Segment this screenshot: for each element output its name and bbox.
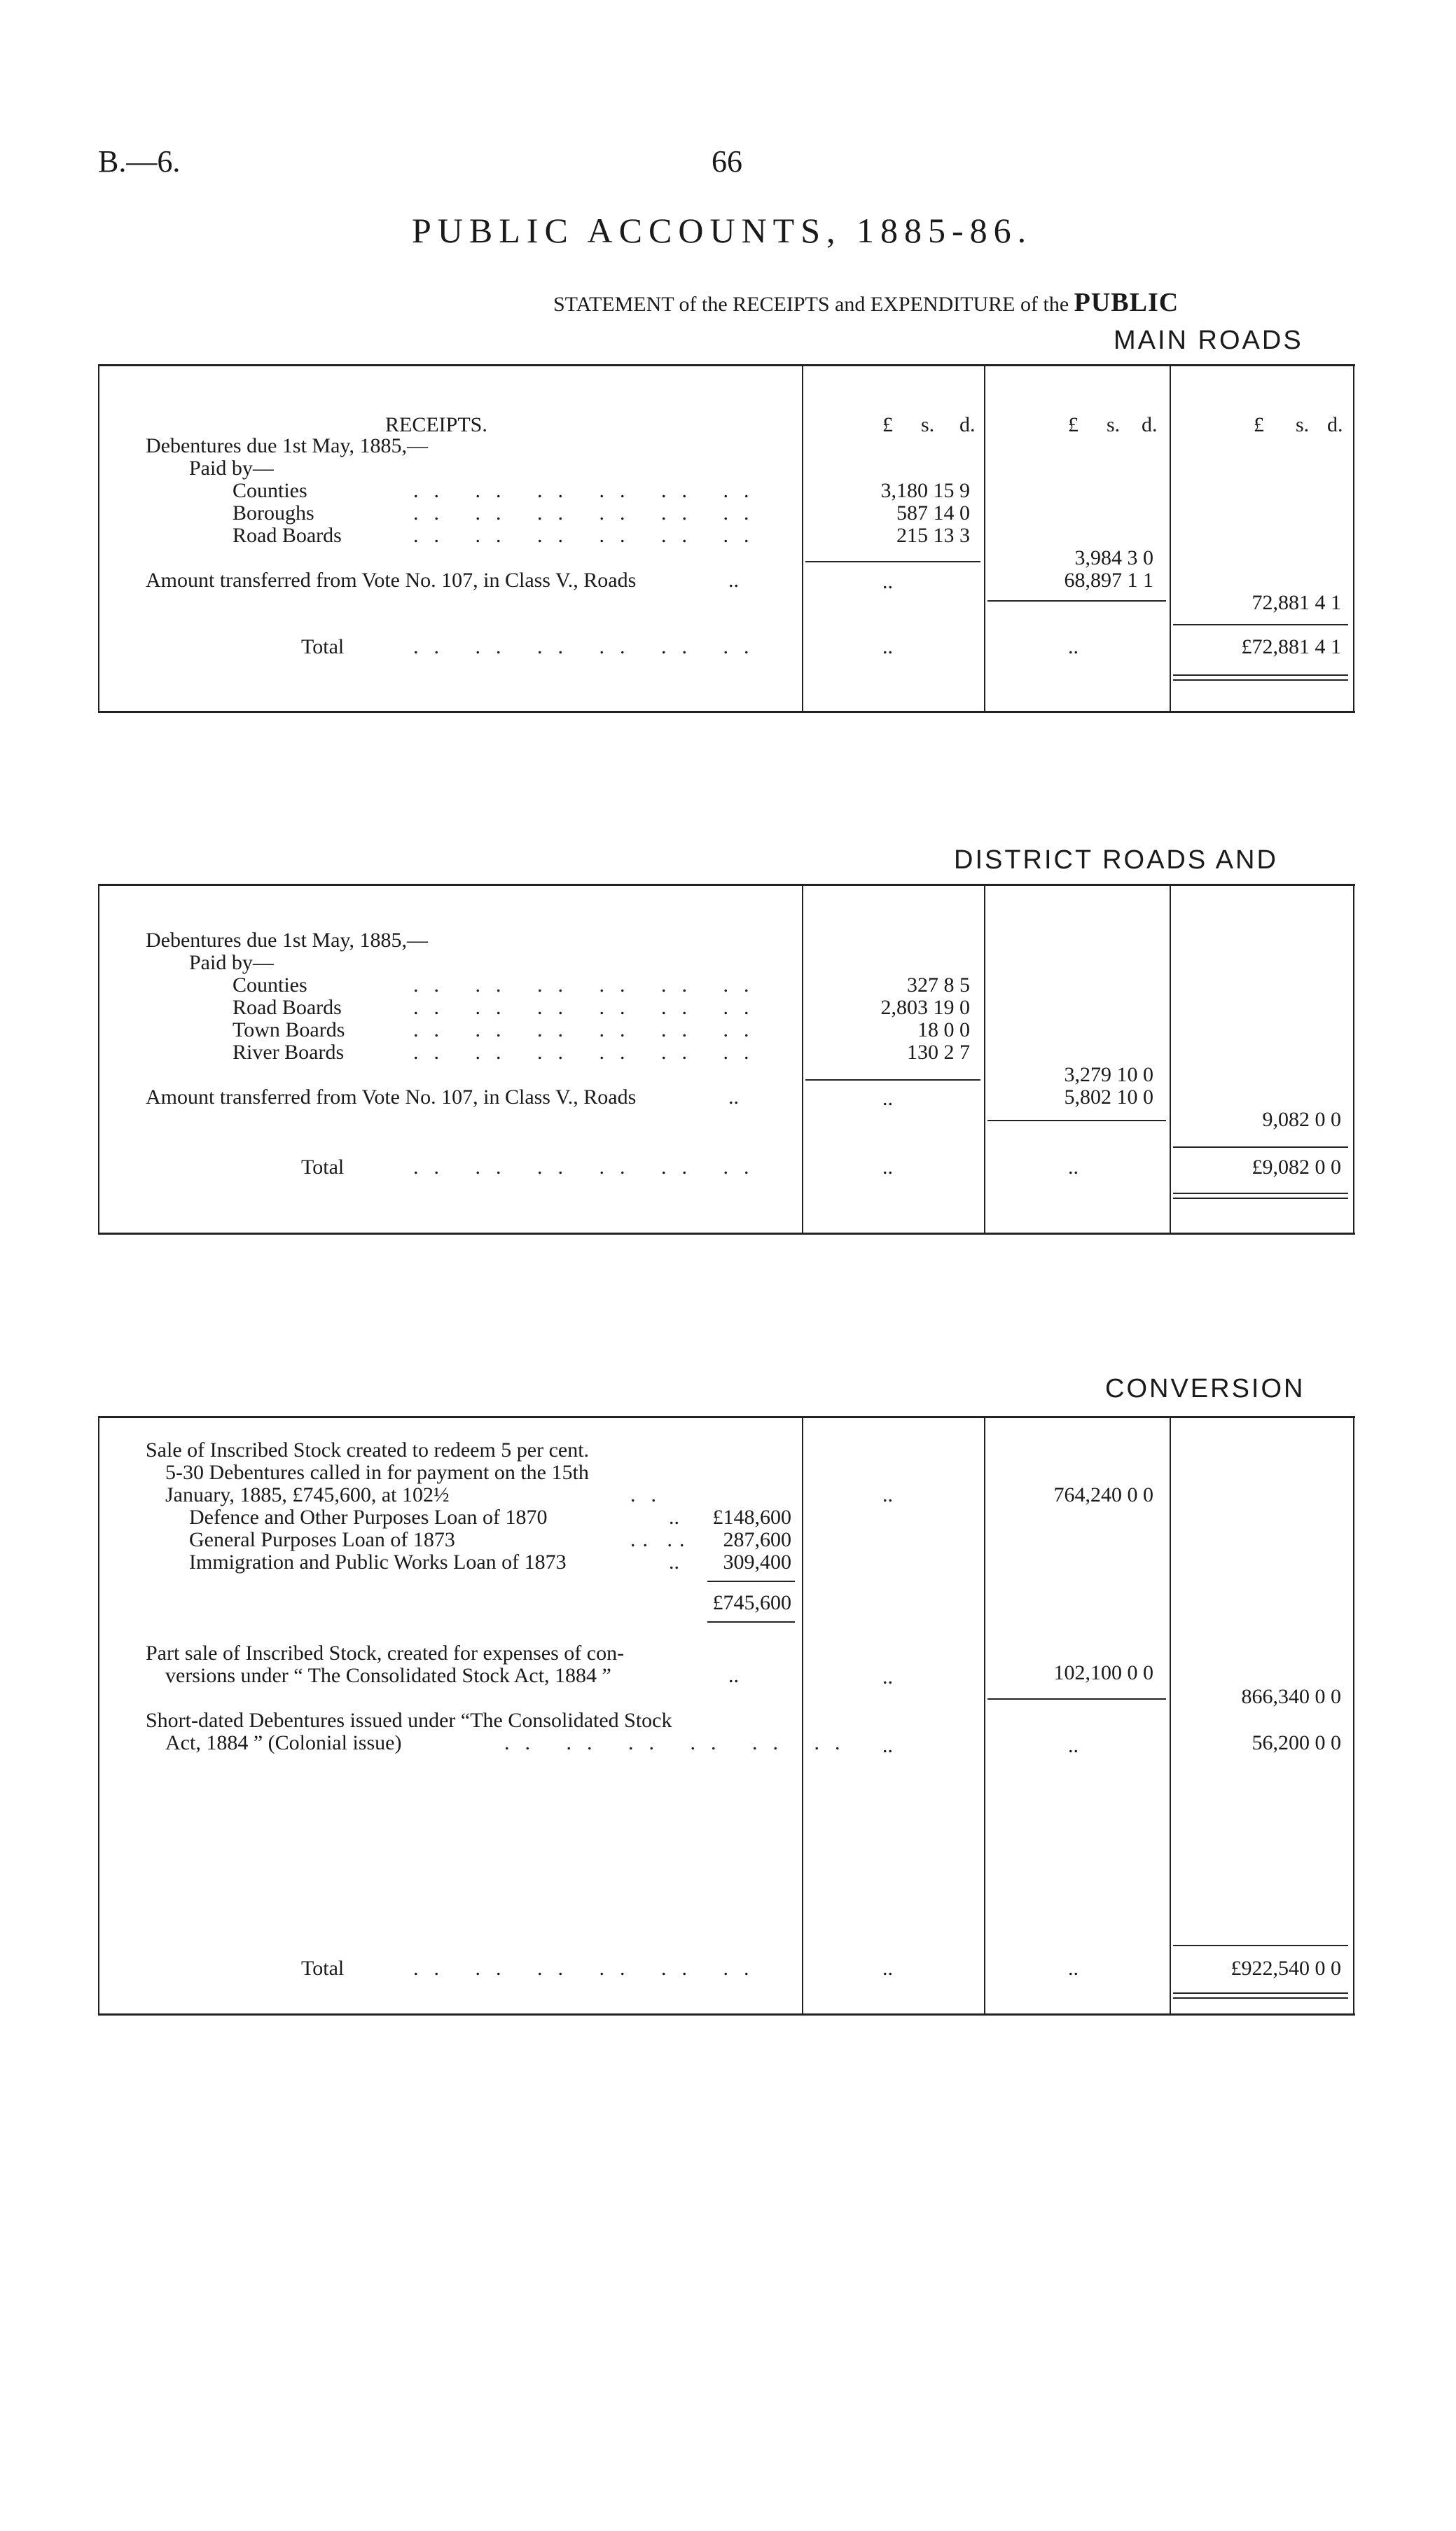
item-label: Town Boards [233,1018,345,1041]
leader-dots: .. .. .. .. .. .. [413,1018,765,1041]
leader-dots: .. .. .. .. .. .. [413,1957,765,1980]
section-title-main-roads: MAIN ROADS [1114,326,1303,355]
leader-dots: .. .. .. .. .. .. [413,973,765,997]
col1-pound-header: £ [882,413,893,436]
leader-dots: .. [630,1483,672,1506]
col1-empty-dots: .. [882,1156,893,1179]
leader-dots: .. .. .. .. .. .. [413,1156,765,1179]
item-label: Road Boards [233,524,342,547]
leader-dots: .. .. .. .. .. .. [413,996,765,1019]
sale-amount: 764,240 0 0 [1053,1483,1153,1506]
loan-amount: 287,600 [723,1528,791,1551]
col2-empty-dots: .. [1068,1156,1079,1179]
short-dated-line1: Short-dated Debentures issued under “The Consolidated Stock [146,1709,672,1732]
sale-description-line2: 5-30 Debentures called in for payment on the 15th [165,1461,589,1484]
section-total: 9,082 0 0 [1262,1108,1341,1131]
item-amount: 130 2 7 [907,1041,970,1064]
leader-dots: .. .. [630,1528,692,1551]
section-subtotal: 866,340 0 0 [1241,1685,1341,1708]
sale-description-line3: January, 1885, £745,600, at 102½ [165,1483,450,1506]
subtotal-amount: 3,984 3 0 [1074,546,1153,569]
short-dated-amount: 56,200 0 0 [1252,1731,1341,1754]
col1-empty-dots: .. [882,1087,893,1110]
loan-amount: 309,400 [723,1551,791,1574]
page-number: 66 [712,144,742,179]
loans-total: £745,600 [712,1591,791,1614]
col1-empty-dots: .. [882,1483,893,1506]
conversion-table [98,1416,1355,2016]
item-label: Boroughs [233,501,314,525]
loan-amount: £148,600 [712,1506,791,1529]
total-label: Total [301,1156,345,1179]
col3-shilling-header: s. [1296,413,1310,436]
receipts-heading: RECEIPTS. [385,413,487,436]
page-title: PUBLIC ACCOUNTS, 1885-86. [412,211,1033,250]
leader-dots: .. .. .. .. .. .. [504,1731,856,1754]
district-roads-table [98,884,1355,1235]
col1-pence-header: d. [959,413,976,436]
statement-heading-bold: PUBLIC [1074,288,1179,317]
part-sale-amount: 102,100 0 0 [1053,1661,1153,1684]
total-label: Total [301,1957,345,1980]
statement-heading-text: STATEMENT of the RECEIPTS and EXPENDITURE of the [553,293,1069,316]
leader-dots: .. .. .. .. .. .. [413,479,765,502]
loan-label: Defence and Other Purposes Loan of 1870 [189,1506,548,1529]
transfer-label: Amount transferred from Vote No. 107, in Class V., Roads [146,569,637,592]
col1-empty-dots: .. [882,1957,893,1980]
leader-dots: .. .. .. .. .. .. [413,524,765,547]
col1-shilling-header: s. [921,413,935,436]
item-amount: 18 0 0 [917,1018,970,1041]
transfer-amount: 68,897 1 1 [1064,569,1153,592]
section-title-district-roads: DISTRICT ROADS AND [954,845,1278,875]
item-label: Road Boards [233,996,342,1019]
paid-by-label: Paid by— [189,457,274,480]
total-label: Total [301,635,345,658]
col2-pound-header: £ [1068,413,1079,436]
subtotal-amount: 3,279 10 0 [1064,1063,1153,1086]
col3-pound-header: £ [1254,413,1264,436]
col1-empty-dots: .. [882,635,893,658]
col2-empty-dots: .. [1068,635,1079,658]
section-title-conversion: CONVERSION [1105,1374,1305,1403]
grand-total: £922,540 0 0 [1230,1957,1341,1980]
item-amount: 2,803 19 0 [880,996,970,1019]
transfer-amount: 5,802 10 0 [1064,1086,1153,1109]
section-total: 72,881 4 1 [1252,591,1341,614]
debentures-label: Debentures due 1st May, 1885,— [146,929,428,952]
statement-heading [553,287,1179,318]
col2-shilling-header: s. [1107,413,1121,436]
item-amount: 587 14 0 [896,501,970,525]
item-label: Counties [233,479,307,502]
short-dated-line2: Act, 1884 ” (Colonial issue) [165,1731,402,1754]
grand-total: £72,881 4 1 [1241,635,1341,658]
main-roads-table [98,364,1355,713]
item-amount: 215 13 3 [896,524,970,547]
leader-dots: .. .. .. .. .. .. [413,1041,765,1064]
col2-pence-header: d. [1142,413,1158,436]
part-sale-line1: Part sale of Inscribed Stock, created for expenses of con- [146,1642,625,1665]
col2-empty-dots: .. [1068,1957,1079,1980]
leader-dots: .. [728,1086,739,1109]
col1-empty-dots: .. [882,570,893,593]
leader-dots: .. .. .. .. .. .. [413,635,765,658]
part-sale-line2: versions under “ The Consolidated Stock Act, 1884 ” [165,1664,611,1687]
col3-pence-header: d. [1327,413,1343,436]
item-label: Counties [233,973,307,997]
grand-total: £9,082 0 0 [1252,1156,1341,1179]
transfer-label: Amount transferred from Vote No. 107, in Class V., Roads [146,1086,637,1109]
item-label: River Boards [233,1041,345,1064]
item-amount: 327 8 5 [907,973,970,997]
leader-dots: .. [728,569,739,592]
sale-description-line1: Sale of Inscribed Stock created to redeem 5 per cent. [146,1438,590,1462]
leader-dots: .. [669,1506,679,1529]
loan-label: General Purposes Loan of 1873 [189,1528,455,1551]
col2-empty-dots: .. [1068,1734,1079,1757]
col1-empty-dots: .. [882,1665,893,1689]
leader-dots: .. .. .. .. .. .. [413,501,765,525]
paid-by-label: Paid by— [189,951,274,974]
item-amount: 3,180 15 9 [880,479,970,502]
leader-dots: .. [728,1664,739,1687]
loan-label: Immigration and Public Works Loan of 1873 [189,1551,567,1574]
debentures-label: Debentures due 1st May, 1885,— [146,434,428,457]
document-reference: B.—6. [98,144,181,179]
leader-dots: .. [669,1551,679,1574]
col1-empty-dots: .. [882,1734,893,1757]
